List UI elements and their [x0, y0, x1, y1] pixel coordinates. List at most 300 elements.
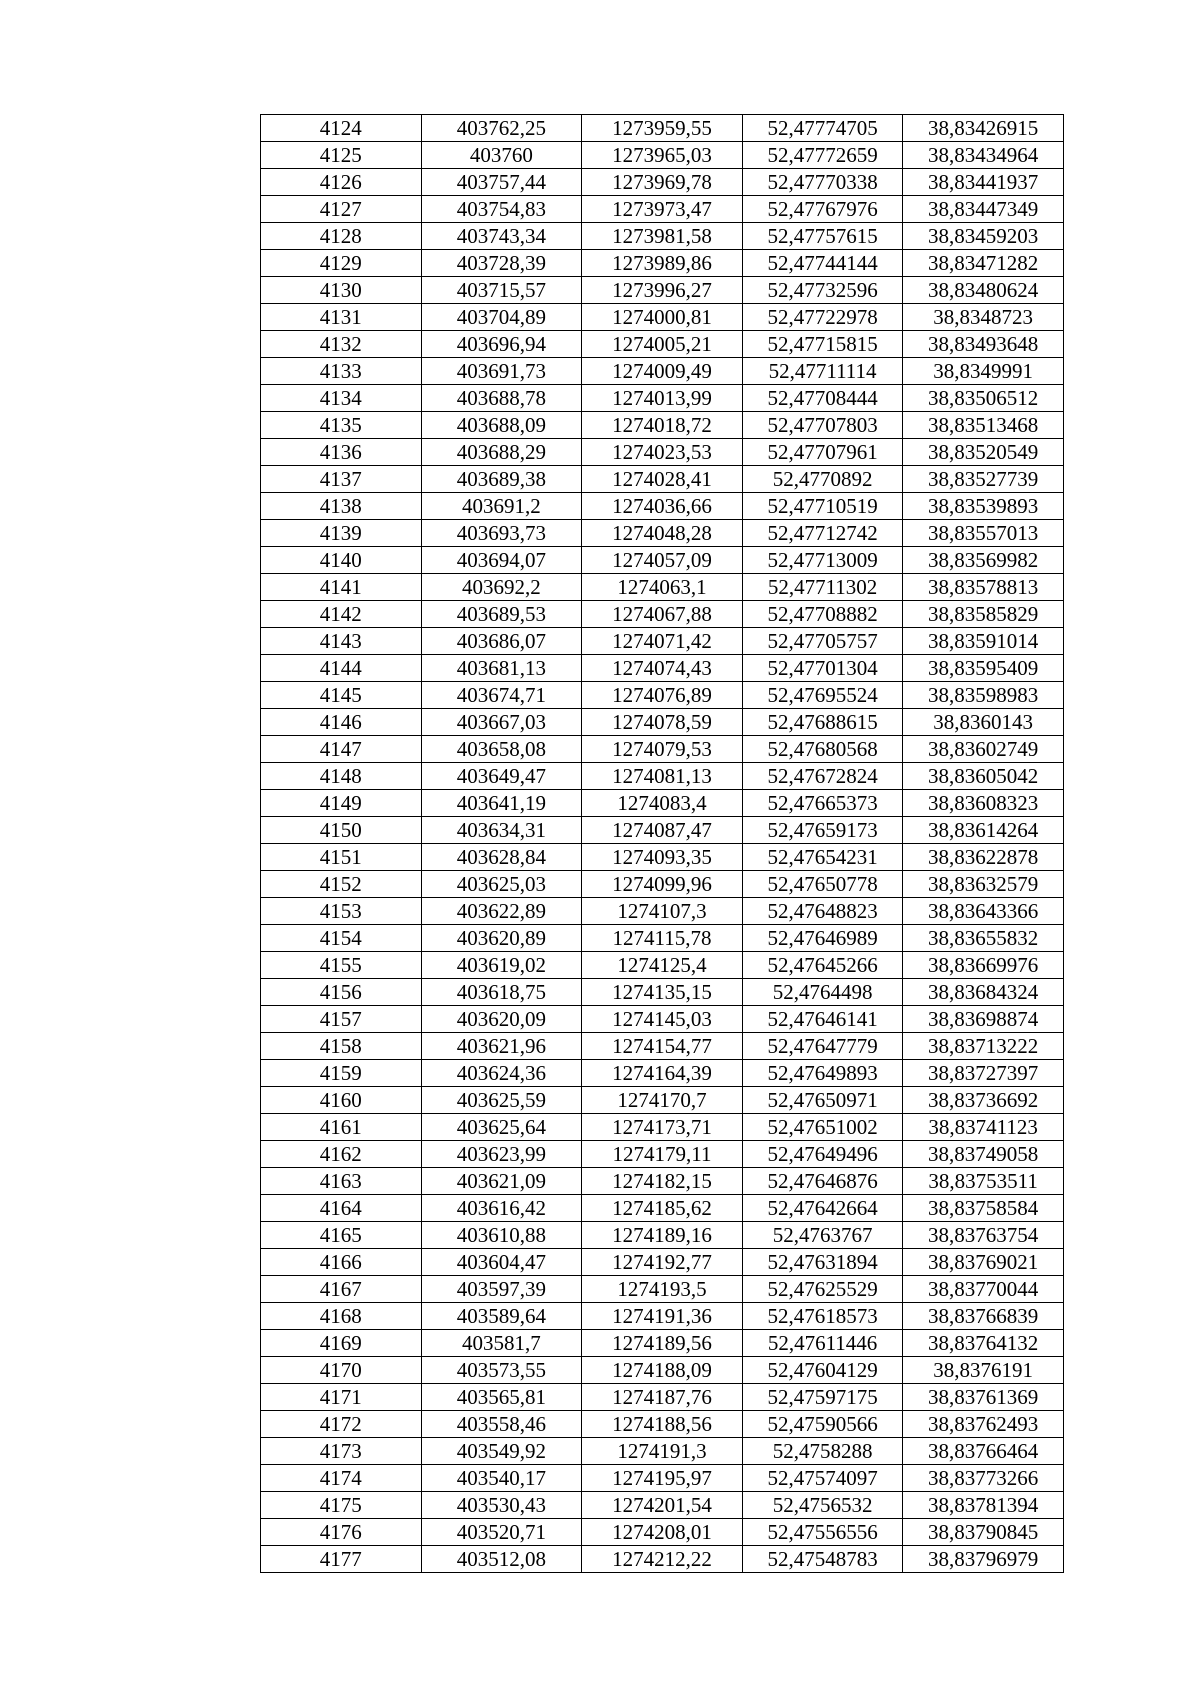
x-coordinate-cell: 403589,64: [421, 1303, 582, 1330]
point-number-cell: 4176: [261, 1519, 422, 1546]
latitude-cell: 52,47646876: [742, 1168, 903, 1195]
longitude-cell: 38,83766839: [903, 1303, 1064, 1330]
table-row: [261, 304, 1064, 331]
point-number-cell: 4139: [261, 520, 422, 547]
x-coordinate-cell: 403689,53: [421, 601, 582, 628]
point-number-cell: 4148: [261, 763, 422, 790]
latitude-cell: 52,47774705: [742, 115, 903, 142]
point-number-cell: 4174: [261, 1465, 422, 1492]
point-number-cell: 4132: [261, 331, 422, 358]
x-coordinate-cell: 403715,57: [421, 277, 582, 304]
latitude-cell: 52,47707961: [742, 439, 903, 466]
table-row: [261, 763, 1064, 790]
point-number-cell: 4138: [261, 493, 422, 520]
x-coordinate-cell: 403658,08: [421, 736, 582, 763]
point-number-cell: 4134: [261, 385, 422, 412]
x-coordinate-cell: 403625,03: [421, 871, 582, 898]
point-number-cell: 4147: [261, 736, 422, 763]
table-row: [261, 628, 1064, 655]
point-number-cell: 4136: [261, 439, 422, 466]
point-number-cell: 4149: [261, 790, 422, 817]
y-coordinate-cell: 1274076,89: [582, 682, 743, 709]
longitude-cell: 38,8348723: [903, 304, 1064, 331]
y-coordinate-cell: 1273973,47: [582, 196, 743, 223]
table-row: [261, 601, 1064, 628]
table-row: [261, 1357, 1064, 1384]
latitude-cell: 52,47711302: [742, 574, 903, 601]
point-number-cell: 4154: [261, 925, 422, 952]
y-coordinate-cell: 1274063,1: [582, 574, 743, 601]
point-number-cell: 4150: [261, 817, 422, 844]
longitude-cell: 38,83790845: [903, 1519, 1064, 1546]
longitude-cell: 38,83605042: [903, 763, 1064, 790]
y-coordinate-cell: 1274067,88: [582, 601, 743, 628]
table-row: [261, 1195, 1064, 1222]
x-coordinate-cell: 403649,47: [421, 763, 582, 790]
point-number-cell: 4172: [261, 1411, 422, 1438]
x-coordinate-cell: 403743,34: [421, 223, 582, 250]
longitude-cell: 38,83480624: [903, 277, 1064, 304]
table-row: [261, 1384, 1064, 1411]
longitude-cell: 38,83753511: [903, 1168, 1064, 1195]
latitude-cell: 52,47618573: [742, 1303, 903, 1330]
x-coordinate-cell: 403624,36: [421, 1060, 582, 1087]
latitude-cell: 52,47646989: [742, 925, 903, 952]
table-row: [261, 250, 1064, 277]
x-coordinate-cell: 403689,38: [421, 466, 582, 493]
longitude-cell: 38,83773266: [903, 1465, 1064, 1492]
y-coordinate-cell: 1274079,53: [582, 736, 743, 763]
longitude-cell: 38,83622878: [903, 844, 1064, 871]
point-number-cell: 4158: [261, 1033, 422, 1060]
table-row: [261, 1438, 1064, 1465]
coordinates-table-body: [261, 115, 1064, 1573]
point-number-cell: 4171: [261, 1384, 422, 1411]
x-coordinate-cell: 403621,09: [421, 1168, 582, 1195]
table-row: [261, 574, 1064, 601]
longitude-cell: 38,8360143: [903, 709, 1064, 736]
point-number-cell: 4141: [261, 574, 422, 601]
table-row: [261, 1006, 1064, 1033]
longitude-cell: 38,83655832: [903, 925, 1064, 952]
longitude-cell: 38,83632579: [903, 871, 1064, 898]
x-coordinate-cell: 403688,09: [421, 412, 582, 439]
point-number-cell: 4130: [261, 277, 422, 304]
x-coordinate-cell: 403621,96: [421, 1033, 582, 1060]
y-coordinate-cell: 1274189,56: [582, 1330, 743, 1357]
latitude-cell: 52,47722978: [742, 304, 903, 331]
latitude-cell: 52,47708444: [742, 385, 903, 412]
x-coordinate-cell: 403618,75: [421, 979, 582, 1006]
point-number-cell: 4166: [261, 1249, 422, 1276]
point-number-cell: 4128: [261, 223, 422, 250]
point-number-cell: 4177: [261, 1546, 422, 1573]
x-coordinate-cell: 403616,42: [421, 1195, 582, 1222]
latitude-cell: 52,47695524: [742, 682, 903, 709]
table-row: [261, 277, 1064, 304]
longitude-cell: 38,83684324: [903, 979, 1064, 1006]
table-row: [261, 709, 1064, 736]
longitude-cell: 38,83426915: [903, 115, 1064, 142]
y-coordinate-cell: 1274081,13: [582, 763, 743, 790]
table-row: [261, 952, 1064, 979]
x-coordinate-cell: 403625,59: [421, 1087, 582, 1114]
table-row: [261, 358, 1064, 385]
y-coordinate-cell: 1273969,78: [582, 169, 743, 196]
table-row: [261, 466, 1064, 493]
y-coordinate-cell: 1274195,97: [582, 1465, 743, 1492]
table-row: [261, 1060, 1064, 1087]
point-number-cell: 4168: [261, 1303, 422, 1330]
x-coordinate-cell: 403625,64: [421, 1114, 582, 1141]
table-row: [261, 925, 1064, 952]
longitude-cell: 38,83434964: [903, 142, 1064, 169]
point-number-cell: 4157: [261, 1006, 422, 1033]
longitude-cell: 38,83763754: [903, 1222, 1064, 1249]
x-coordinate-cell: 403762,25: [421, 115, 582, 142]
table-row: [261, 844, 1064, 871]
longitude-cell: 38,83513468: [903, 412, 1064, 439]
y-coordinate-cell: 1274057,09: [582, 547, 743, 574]
y-coordinate-cell: 1274099,96: [582, 871, 743, 898]
point-number-cell: 4165: [261, 1222, 422, 1249]
table-row: [261, 493, 1064, 520]
x-coordinate-cell: 403604,47: [421, 1249, 582, 1276]
latitude-cell: 52,47710519: [742, 493, 903, 520]
point-number-cell: 4152: [261, 871, 422, 898]
longitude-cell: 38,83749058: [903, 1141, 1064, 1168]
y-coordinate-cell: 1273989,86: [582, 250, 743, 277]
x-coordinate-cell: 403620,09: [421, 1006, 582, 1033]
latitude-cell: 52,47713009: [742, 547, 903, 574]
y-coordinate-cell: 1274135,15: [582, 979, 743, 1006]
table-row: [261, 385, 1064, 412]
table-row: [261, 142, 1064, 169]
latitude-cell: 52,47732596: [742, 277, 903, 304]
y-coordinate-cell: 1273996,27: [582, 277, 743, 304]
table-row: [261, 1519, 1064, 1546]
longitude-cell: 38,83762493: [903, 1411, 1064, 1438]
longitude-cell: 38,83591014: [903, 628, 1064, 655]
latitude-cell: 52,4764498: [742, 979, 903, 1006]
longitude-cell: 38,83766464: [903, 1438, 1064, 1465]
table-row: [261, 1303, 1064, 1330]
longitude-cell: 38,83506512: [903, 385, 1064, 412]
table-row: [261, 169, 1064, 196]
longitude-cell: 38,83764132: [903, 1330, 1064, 1357]
latitude-cell: 52,47767976: [742, 196, 903, 223]
table-row: [261, 1492, 1064, 1519]
y-coordinate-cell: 1274093,35: [582, 844, 743, 871]
y-coordinate-cell: 1274023,53: [582, 439, 743, 466]
point-number-cell: 4161: [261, 1114, 422, 1141]
point-number-cell: 4146: [261, 709, 422, 736]
latitude-cell: 52,47645266: [742, 952, 903, 979]
y-coordinate-cell: 1274182,15: [582, 1168, 743, 1195]
latitude-cell: 52,47625529: [742, 1276, 903, 1303]
point-number-cell: 4153: [261, 898, 422, 925]
longitude-cell: 38,83770044: [903, 1276, 1064, 1303]
table-row: [261, 979, 1064, 1006]
x-coordinate-cell: 403696,94: [421, 331, 582, 358]
table-row: [261, 1114, 1064, 1141]
longitude-cell: 38,83781394: [903, 1492, 1064, 1519]
x-coordinate-cell: 403674,71: [421, 682, 582, 709]
point-number-cell: 4175: [261, 1492, 422, 1519]
y-coordinate-cell: 1274009,49: [582, 358, 743, 385]
y-coordinate-cell: 1274028,41: [582, 466, 743, 493]
table-row: [261, 196, 1064, 223]
x-coordinate-cell: 403667,03: [421, 709, 582, 736]
y-coordinate-cell: 1274083,4: [582, 790, 743, 817]
longitude-cell: 38,83713222: [903, 1033, 1064, 1060]
x-coordinate-cell: 403641,19: [421, 790, 582, 817]
y-coordinate-cell: 1274125,4: [582, 952, 743, 979]
x-coordinate-cell: 403620,89: [421, 925, 582, 952]
y-coordinate-cell: 1274187,76: [582, 1384, 743, 1411]
latitude-cell: 52,47711114: [742, 358, 903, 385]
table-row: [261, 1546, 1064, 1573]
point-number-cell: 4137: [261, 466, 422, 493]
point-number-cell: 4151: [261, 844, 422, 871]
table-row: [261, 1411, 1064, 1438]
y-coordinate-cell: 1274170,7: [582, 1087, 743, 1114]
longitude-cell: 38,83585829: [903, 601, 1064, 628]
x-coordinate-cell: 403530,43: [421, 1492, 582, 1519]
x-coordinate-cell: 403704,89: [421, 304, 582, 331]
latitude-cell: 52,47712742: [742, 520, 903, 547]
latitude-cell: 52,47659173: [742, 817, 903, 844]
y-coordinate-cell: 1274189,16: [582, 1222, 743, 1249]
x-coordinate-cell: 403628,84: [421, 844, 582, 871]
latitude-cell: 52,47631894: [742, 1249, 903, 1276]
longitude-cell: 38,83441937: [903, 169, 1064, 196]
longitude-cell: 38,83527739: [903, 466, 1064, 493]
x-coordinate-cell: 403688,29: [421, 439, 582, 466]
y-coordinate-cell: 1273965,03: [582, 142, 743, 169]
longitude-cell: 38,83736692: [903, 1087, 1064, 1114]
point-number-cell: 4140: [261, 547, 422, 574]
x-coordinate-cell: 403622,89: [421, 898, 582, 925]
table-row: [261, 790, 1064, 817]
table-row: [261, 871, 1064, 898]
y-coordinate-cell: 1273981,58: [582, 223, 743, 250]
longitude-cell: 38,83520549: [903, 439, 1064, 466]
table-row: [261, 1222, 1064, 1249]
y-coordinate-cell: 1274013,99: [582, 385, 743, 412]
y-coordinate-cell: 1274188,09: [582, 1357, 743, 1384]
latitude-cell: 52,47707803: [742, 412, 903, 439]
longitude-cell: 38,83608323: [903, 790, 1064, 817]
x-coordinate-cell: 403757,44: [421, 169, 582, 196]
y-coordinate-cell: 1274078,59: [582, 709, 743, 736]
x-coordinate-cell: 403691,73: [421, 358, 582, 385]
point-number-cell: 4169: [261, 1330, 422, 1357]
x-coordinate-cell: 403619,02: [421, 952, 582, 979]
point-number-cell: 4143: [261, 628, 422, 655]
latitude-cell: 52,4770892: [742, 466, 903, 493]
x-coordinate-cell: 403520,71: [421, 1519, 582, 1546]
point-number-cell: 4142: [261, 601, 422, 628]
longitude-cell: 38,83614264: [903, 817, 1064, 844]
longitude-cell: 38,8376191: [903, 1357, 1064, 1384]
x-coordinate-cell: 403692,2: [421, 574, 582, 601]
x-coordinate-cell: 403549,92: [421, 1438, 582, 1465]
x-coordinate-cell: 403565,81: [421, 1384, 582, 1411]
longitude-cell: 38,83643366: [903, 898, 1064, 925]
longitude-cell: 38,83459203: [903, 223, 1064, 250]
point-number-cell: 4126: [261, 169, 422, 196]
longitude-cell: 38,83796979: [903, 1546, 1064, 1573]
x-coordinate-cell: 403691,2: [421, 493, 582, 520]
latitude-cell: 52,47665373: [742, 790, 903, 817]
x-coordinate-cell: 403558,46: [421, 1411, 582, 1438]
table-row: [261, 1168, 1064, 1195]
point-number-cell: 4133: [261, 358, 422, 385]
table-row: [261, 1033, 1064, 1060]
y-coordinate-cell: 1274115,78: [582, 925, 743, 952]
y-coordinate-cell: 1274193,5: [582, 1276, 743, 1303]
y-coordinate-cell: 1274201,54: [582, 1492, 743, 1519]
table-row: [261, 682, 1064, 709]
y-coordinate-cell: 1274188,56: [582, 1411, 743, 1438]
y-coordinate-cell: 1274154,77: [582, 1033, 743, 1060]
y-coordinate-cell: 1274179,11: [582, 1141, 743, 1168]
latitude-cell: 52,47604129: [742, 1357, 903, 1384]
point-number-cell: 4127: [261, 196, 422, 223]
latitude-cell: 52,47708882: [742, 601, 903, 628]
latitude-cell: 52,4758288: [742, 1438, 903, 1465]
latitude-cell: 52,47650971: [742, 1087, 903, 1114]
x-coordinate-cell: 403573,55: [421, 1357, 582, 1384]
x-coordinate-cell: 403597,39: [421, 1276, 582, 1303]
point-number-cell: 4145: [261, 682, 422, 709]
table-row: [261, 898, 1064, 925]
table-row: [261, 439, 1064, 466]
y-coordinate-cell: 1273959,55: [582, 115, 743, 142]
y-coordinate-cell: 1274036,66: [582, 493, 743, 520]
longitude-cell: 38,83727397: [903, 1060, 1064, 1087]
x-coordinate-cell: 403681,13: [421, 655, 582, 682]
latitude-cell: 52,47654231: [742, 844, 903, 871]
latitude-cell: 52,47672824: [742, 763, 903, 790]
longitude-cell: 38,83557013: [903, 520, 1064, 547]
longitude-cell: 38,83569982: [903, 547, 1064, 574]
x-coordinate-cell: 403512,08: [421, 1546, 582, 1573]
longitude-cell: 38,83669976: [903, 952, 1064, 979]
longitude-cell: 38,83769021: [903, 1249, 1064, 1276]
longitude-cell: 38,83698874: [903, 1006, 1064, 1033]
table-row: [261, 1249, 1064, 1276]
y-coordinate-cell: 1274191,3: [582, 1438, 743, 1465]
point-number-cell: 4160: [261, 1087, 422, 1114]
latitude-cell: 52,47651002: [742, 1114, 903, 1141]
x-coordinate-cell: 403728,39: [421, 250, 582, 277]
point-number-cell: 4155: [261, 952, 422, 979]
latitude-cell: 52,47574097: [742, 1465, 903, 1492]
latitude-cell: 52,47646141: [742, 1006, 903, 1033]
latitude-cell: 52,47744144: [742, 250, 903, 277]
longitude-cell: 38,83741123: [903, 1114, 1064, 1141]
longitude-cell: 38,83493648: [903, 331, 1064, 358]
x-coordinate-cell: 403754,83: [421, 196, 582, 223]
latitude-cell: 52,47701304: [742, 655, 903, 682]
y-coordinate-cell: 1274087,47: [582, 817, 743, 844]
y-coordinate-cell: 1274074,43: [582, 655, 743, 682]
point-number-cell: 4159: [261, 1060, 422, 1087]
longitude-cell: 38,8349991: [903, 358, 1064, 385]
point-number-cell: 4167: [261, 1276, 422, 1303]
latitude-cell: 52,47649496: [742, 1141, 903, 1168]
table-row: [261, 817, 1064, 844]
table-row: [261, 1276, 1064, 1303]
y-coordinate-cell: 1274018,72: [582, 412, 743, 439]
y-coordinate-cell: 1274005,21: [582, 331, 743, 358]
table-row: [261, 115, 1064, 142]
y-coordinate-cell: 1274071,42: [582, 628, 743, 655]
latitude-cell: 52,47772659: [742, 142, 903, 169]
point-number-cell: 4129: [261, 250, 422, 277]
x-coordinate-cell: 403686,07: [421, 628, 582, 655]
longitude-cell: 38,83447349: [903, 196, 1064, 223]
latitude-cell: 52,47715815: [742, 331, 903, 358]
y-coordinate-cell: 1274164,39: [582, 1060, 743, 1087]
latitude-cell: 52,47647779: [742, 1033, 903, 1060]
longitude-cell: 38,83471282: [903, 250, 1064, 277]
table-row: [261, 331, 1064, 358]
latitude-cell: 52,47642664: [742, 1195, 903, 1222]
latitude-cell: 52,47705757: [742, 628, 903, 655]
latitude-cell: 52,47688615: [742, 709, 903, 736]
x-coordinate-cell: 403581,7: [421, 1330, 582, 1357]
longitude-cell: 38,83578813: [903, 574, 1064, 601]
latitude-cell: 52,47548783: [742, 1546, 903, 1573]
x-coordinate-cell: 403623,99: [421, 1141, 582, 1168]
table-row: [261, 1141, 1064, 1168]
table-row: [261, 736, 1064, 763]
point-number-cell: 4131: [261, 304, 422, 331]
point-number-cell: 4156: [261, 979, 422, 1006]
y-coordinate-cell: 1274191,36: [582, 1303, 743, 1330]
longitude-cell: 38,83761369: [903, 1384, 1064, 1411]
latitude-cell: 52,47590566: [742, 1411, 903, 1438]
x-coordinate-cell: 403540,17: [421, 1465, 582, 1492]
x-coordinate-cell: 403610,88: [421, 1222, 582, 1249]
point-number-cell: 4173: [261, 1438, 422, 1465]
latitude-cell: 52,47680568: [742, 736, 903, 763]
x-coordinate-cell: 403688,78: [421, 385, 582, 412]
longitude-cell: 38,83598983: [903, 682, 1064, 709]
table-row: [261, 223, 1064, 250]
latitude-cell: 52,47597175: [742, 1384, 903, 1411]
table-row: [261, 1087, 1064, 1114]
latitude-cell: 52,47611446: [742, 1330, 903, 1357]
table-row: [261, 520, 1064, 547]
coordinates-table: [260, 114, 1064, 1573]
latitude-cell: 52,47650778: [742, 871, 903, 898]
y-coordinate-cell: 1274192,77: [582, 1249, 743, 1276]
latitude-cell: 52,47757615: [742, 223, 903, 250]
table-row: [261, 412, 1064, 439]
latitude-cell: 52,4756532: [742, 1492, 903, 1519]
latitude-cell: 52,47556556: [742, 1519, 903, 1546]
latitude-cell: 52,47648823: [742, 898, 903, 925]
point-number-cell: 4162: [261, 1141, 422, 1168]
longitude-cell: 38,83602749: [903, 736, 1064, 763]
y-coordinate-cell: 1274212,22: [582, 1546, 743, 1573]
point-number-cell: 4135: [261, 412, 422, 439]
x-coordinate-cell: 403634,31: [421, 817, 582, 844]
